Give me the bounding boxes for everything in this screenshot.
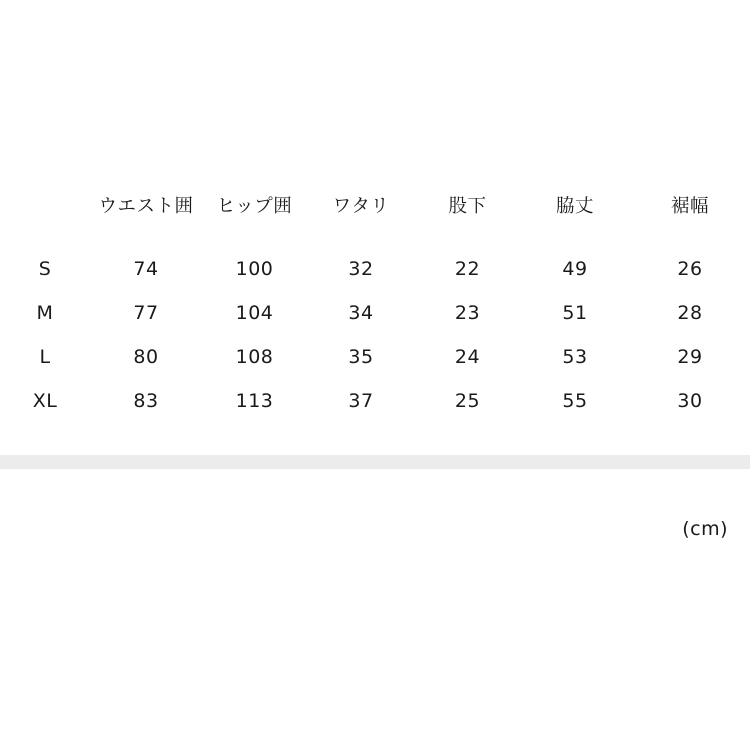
- cell-thigh: 37: [348, 390, 374, 412]
- spacer-cell: [520, 231, 630, 247]
- table-row: [0, 379, 750, 423]
- cell-hip: 104: [235, 302, 274, 324]
- cell-hem: 28: [677, 302, 703, 324]
- cell-thigh: 35: [348, 346, 374, 368]
- cell-inseam: 24: [454, 346, 481, 368]
- table-row: [0, 247, 750, 291]
- cell-outseam: 55: [562, 390, 588, 412]
- row-size-label: XL: [32, 390, 58, 412]
- spacer-cell: [307, 231, 415, 247]
- table-row: [0, 335, 750, 379]
- table-header-row: [0, 185, 750, 231]
- cell-hem: 30: [677, 390, 703, 412]
- cell-hip: 108: [235, 346, 274, 368]
- table-body: [0, 247, 750, 423]
- spacer-cell: [0, 231, 90, 247]
- table-row: [0, 291, 750, 335]
- cell-outseam: 51: [562, 302, 588, 324]
- table-header: [0, 185, 750, 247]
- cell-thigh: 34: [348, 302, 374, 324]
- column-header-waist: ウエスト囲: [98, 196, 194, 217]
- cell-waist: 77: [133, 302, 159, 324]
- column-header-thigh: ワタリ: [332, 196, 390, 217]
- cell-waist: 83: [133, 390, 159, 412]
- column-header-hem: 裾幅: [670, 196, 709, 217]
- cell-outseam: 49: [562, 258, 588, 280]
- spacer-cell: [630, 231, 750, 247]
- cell-hem: 26: [677, 258, 703, 280]
- cell-waist: 80: [133, 346, 159, 368]
- spacer-cell: [415, 231, 520, 247]
- cell-hip: 113: [235, 390, 274, 412]
- column-header-inseam: 股下: [448, 196, 487, 217]
- column-header-hip: ヒップ囲: [216, 196, 293, 217]
- row-size-label: L: [39, 346, 51, 368]
- column-header-outseam: 脇丈: [555, 196, 594, 217]
- size-chart-table: [0, 185, 750, 423]
- cell-waist: 74: [133, 258, 159, 280]
- cell-inseam: 25: [454, 390, 481, 412]
- spacer-cell: [90, 231, 202, 247]
- cell-hip: 100: [235, 258, 274, 280]
- row-size-label: M: [36, 302, 54, 324]
- section-divider: [0, 455, 750, 469]
- spacer-cell: [202, 231, 307, 247]
- cell-outseam: 53: [562, 346, 588, 368]
- unit-note: (cm): [682, 518, 728, 540]
- header-spacer-row: [0, 231, 750, 247]
- cell-thigh: 32: [348, 258, 374, 280]
- cell-inseam: 23: [454, 302, 481, 324]
- row-size-label: S: [38, 258, 52, 280]
- cell-hem: 29: [677, 346, 703, 368]
- column-header-size: [0, 185, 90, 231]
- cell-inseam: 22: [454, 258, 481, 280]
